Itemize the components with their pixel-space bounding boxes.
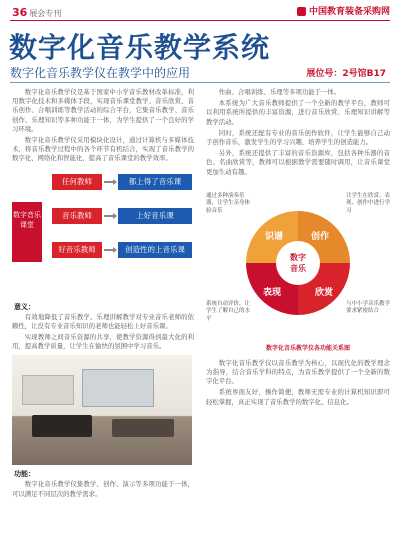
sector-label: 识谱 (264, 231, 284, 242)
title-rule (10, 82, 390, 83)
publication-logo (297, 4, 390, 17)
paragraph: 另外，系统还提供了丰富的音乐资源库，包括各种乐器的音色、名曲欣赏等，教师可以根据教学需要随时调用，让音乐课堂更加生动有趣。 (206, 149, 390, 176)
paragraph: 数字化音乐教学仪集教学、创作、演示等多项功能于一体，可以满足不同层次的教学需求。 (12, 480, 194, 498)
annotation: 让学生在欣赏、表现、创作中进行学习 (346, 192, 391, 214)
annotation: 系统自动评价，让学生了解自己的水平 (206, 300, 251, 322)
diagram-row-right: 上好音乐课 (118, 208, 192, 224)
sector-label: 创作 (310, 231, 330, 242)
paragraph: 系统界面友好，操作简便，教师无需专业的计算机知识即可轻松掌握，真正实现了音乐教学的数字化、信息化。 (206, 388, 390, 406)
logo-text: 中国教育装备采购网 (308, 7, 390, 17)
annotation: 通过多种演奏乐器，让学生亲身体验音乐 (206, 192, 251, 214)
page-number-text: 36 (12, 6, 28, 19)
classroom-photo (12, 355, 192, 465)
screen-panel (82, 369, 154, 407)
paragraph: 有效地降低了音乐教学、乐理讲解教学对专业音乐老师的依赖性，让没有专业音乐知识的老师也能轻松上好音乐课。 (12, 312, 194, 330)
diagram-row-right: 创造性的上音乐课 (118, 242, 192, 258)
diagram-row-left: 好音乐教师 (52, 242, 102, 258)
diagram-left-label: 数字音乐课堂 (12, 202, 42, 262)
annotation: 与中小学音乐教学要求紧密结合 (346, 300, 391, 315)
section-heading: 意义： (14, 302, 35, 311)
header-rule (10, 20, 390, 21)
paragraph: 实现教师之间音乐资源的共享，使教学资源得到最大化的利用，提高教学质量，让学生在愉快的氛围中学习音乐。 (12, 333, 194, 351)
logo-seal-icon (297, 7, 306, 16)
diagram-row-left: 任何教师 (52, 174, 102, 190)
arrow-icon (104, 181, 114, 183)
center-circle (276, 241, 320, 285)
page-number (12, 6, 61, 19)
piano-shape (32, 415, 92, 437)
arrow-icon (104, 215, 114, 217)
arrow-icon (104, 249, 114, 251)
diagram-row-right: 都上得了音乐课 (118, 174, 192, 190)
paragraph: 数字化音乐教学仪采用模块化设计，通过计算机与多媒体技术，将音乐教学过程中的各个环节有机结合，实现了音乐教学的数字化、网络化和智能化，提高了音乐课堂的教学效率。 (12, 136, 194, 163)
function-circle-diagram (206, 183, 390, 355)
article-title: 数字化音乐教学系统 (9, 31, 271, 64)
right-column (206, 88, 390, 409)
sector-label: 表现 (262, 287, 282, 298)
desk-shape (112, 419, 174, 437)
page-header (0, 0, 400, 22)
paragraph: 数字化音乐教学仪是基于国家中小学音乐教材改革标准，利用数字化技术和多媒体手段，实现音乐课堂教学、音乐欣赏、音乐创作、合唱训练等教学活动的综合平台，它集音乐教学、音乐创作、乐理知识等多种功能于一体，为学生提供了一个良好的学习环境。 (12, 88, 194, 133)
center-label: 数字 (290, 252, 306, 262)
paragraph: 同时，系统还配有专业的音乐创作软件，让学生能够自己动手创作音乐，激发学生的学习兴趣，培养学生的创造能力。 (206, 128, 390, 147)
paragraph: 数字化音乐教学仪以音乐教学为核心，以现代化的教学理念为指导，结合音乐学科的特点，为音乐教学提供了一个全新的数字化平台。 (206, 358, 390, 386)
left-column (12, 88, 194, 501)
section-heading: 功能： (14, 470, 35, 479)
teaching-levels-diagram (12, 168, 192, 296)
article-subtitle: 数字化音乐教学仪在教学中的应用 (10, 66, 191, 80)
column-name: 展会专刊 (29, 9, 62, 18)
diagram-row-left: 音乐教师 (52, 208, 102, 224)
wall-panel (22, 375, 74, 405)
paragraph: 本系统为广大音乐教师提供了一个全新的教学平台，教师可以利用系统所提供的丰富资源，进行音乐欣赏、乐理知识讲解等教学活动。 (206, 99, 390, 126)
sector-label: 欣赏 (314, 287, 334, 298)
diagram-caption: 数字化音乐教学仪各功能关系图 (266, 344, 351, 352)
paragraph: 作曲、合唱训练、乐理等多项功能于一体。 (218, 88, 341, 96)
booth-number: 展位号：2号馆B17 (306, 69, 386, 79)
center-label: 音乐 (290, 263, 306, 273)
